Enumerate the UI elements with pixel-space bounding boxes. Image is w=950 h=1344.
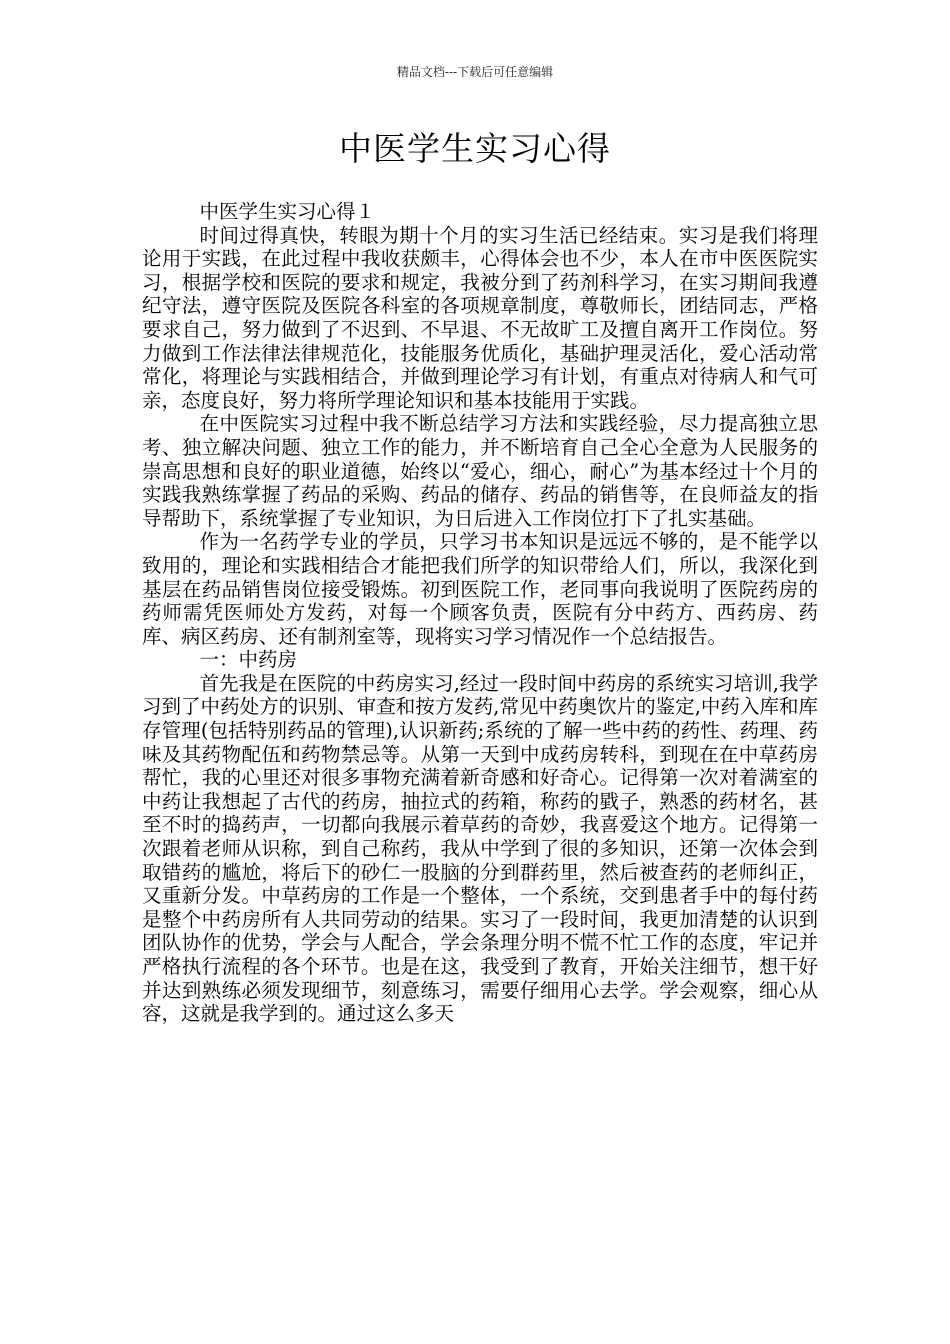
paragraph-3: 作为一名药学专业的学员，只学习书本知识是远远不够的，是不能学以致用的，理论和实践相结合才能把我们所学的知识带给人们，所以，我深化到基层在药品销售岗位接受锻炼。初到医院工作，老同事向我说明了医院药房的药师需凭医师处方发药，对每一个顾客负责，医院有分中药方、西药房、药库、病区药房、还有制剂室等，现将实习学习情况作一个总结报告。 (142, 530, 818, 648)
section-heading: 一：中药房 (199, 648, 298, 672)
header-note: 精品文档---下载后可任意编辑 (396, 65, 554, 79)
document-subtitle: 中医学生实习心得１ (199, 200, 376, 223)
section-paragraph: 首先我是在医院的中药房实习,经过一段时间中药房的系统实习培训,我学习到了中药处方的识别、审查和按方发药,常见中药奥饮片的鉴定,中药入库和库存管理(包括特别药品的管理),认识新药;系统的了解一些中药的药性、药理、药味及其药物配伍和药物禁忌等。从第一天到中成药房转科，到现在在中草药房帮忙，我的心里还对很多事物充满着新奇感和好奇心。记得第一次对着满室的中药让我想起了古代的药房，抽拉式的药箱，称药的戥子，熟悉的药材名，甚至不时的捣药声，一切都向我展示着草药的奇妙，我喜爱这个地方。记得第一次跟着老师从识称，到自己称药，我从中学到了很的多知识，还第一次体会到取错药的尴尬，将后下的砂仁一股脑的分到群药里，然后被查药的老师纠正，又重新分发。中草药房的工作是一个整体，一个系统，交到患者手中的每付药是整个中药房所有人共同劳动的结果。实习了一段时间，我更加清楚的认识到团队协作的优势，学会与人配合，学会条理分明不慌不忙工作的态度，牢记并严格执行流程的各个环节。也是在这，我受到了教育，开始关注细节，想干好并达到熟练必须发现细节，刻意练习，需要仔细用心去学。学会观察，细心从容，这就是我学到的。通过这么多天 (142, 671, 818, 1026)
paragraph-2: 在中医院实习过程中我不断总结学习方法和实践经验，尽力提高独立思考、独立解决问题、独立工作的能力，并不断培育自己全心全意为人民服务的崇高思想和良好的职业道德，始终以“爱心，细心，耐心”为基本经过十个月的实践我熟练掌握了药品的采购、药品的储存、药品的销售等，在良师益友的指导帮助下，系统掌握了专业知识，为日后进入工作岗位打下了扎实基础。 (142, 412, 818, 530)
document-title: 中医学生实习心得 (339, 129, 611, 168)
document-body (142, 200, 818, 1026)
paragraph-1: 时间过得真快，转眼为期十个月的实习生活已经结束。实习是我们将理论用于实践，在此过程中我收获颇丰，心得体会也不少，本人在市中医医院实习，根据学校和医院的要求和规定，我被分到了药剂科学习，在实习期间我遵纪守法，遵守医院及医院各科室的各项规章制度，尊敬师长，团结同志，严格要求自己，努力做到了不迟到、不早退、不无故旷工及擅自离开工作岗位。努力做到工作法律法律规范化，技能服务优质化，基础护理灵活化，爱心活动常常化，将理论与实践相结合，并做到理论学习有计划，有重点对待病人和气可亲，态度良好，努力将所学理论知识和基本技能用于实践。 (142, 223, 818, 412)
